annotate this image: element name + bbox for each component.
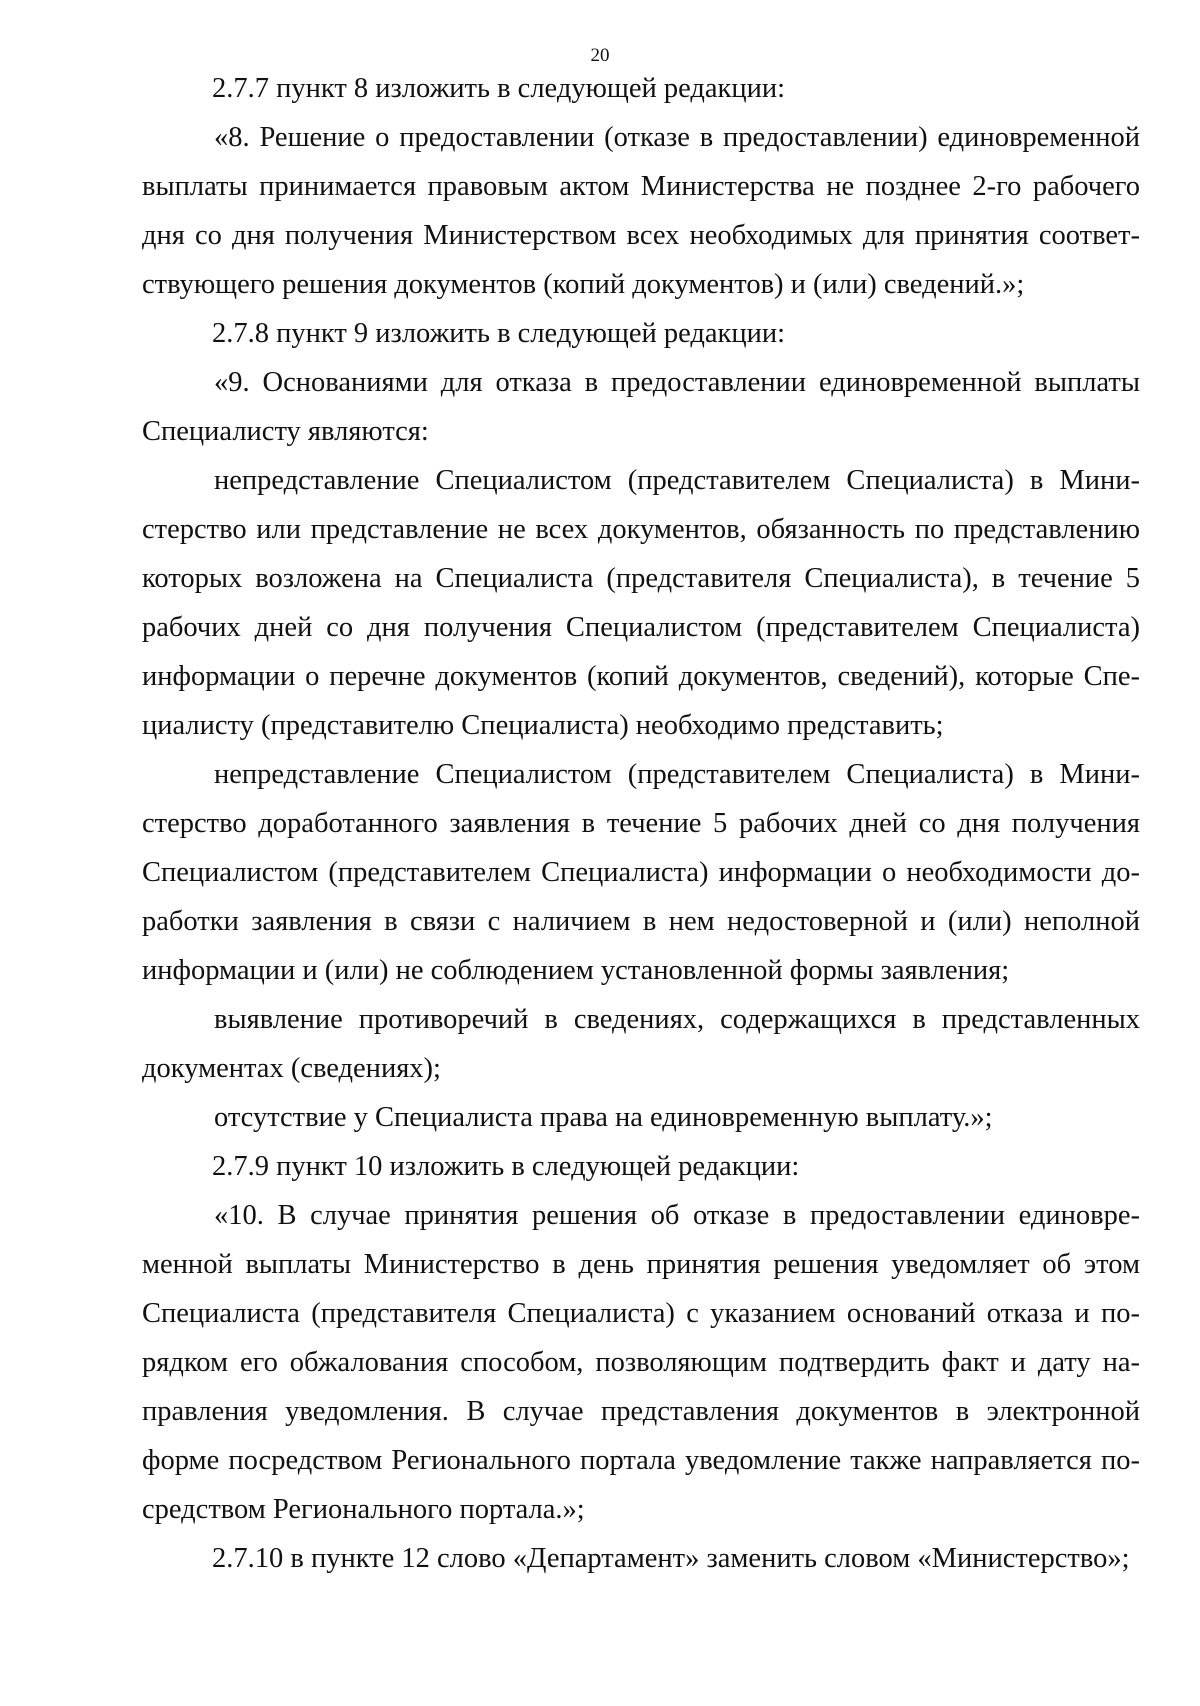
paragraph-2-7-8-heading: 2.7.8 пункт 9 изложить в следующей редакции: <box>212 318 786 349</box>
paragraph-item-10-text: «10. В случае принятия решения об отказе в предоставлении единовременной выплаты Министерство в день принятия решения уведомляет об этом Специалиста (представителя Специалиста) с указанием оснований отказа и порядком его обжалования способом, позволяющим подтвердить факт и дату направления уведомления. В случае представления документов в электронной форме посредством Регионального портала уведомление также направляется посредством Регионального портала.»; <box>142 1200 1140 1525</box>
paragraph-2-7-9-heading: 2.7.9 пункт 10 изложить в следующей редакции: <box>212 1151 800 1182</box>
paragraph-refusal-ground-3: выявление противоречий в сведениях, содержащихся в представленных документах (сведениях); <box>142 1004 1140 1084</box>
paragraph-refusal-ground-1: непредставление Специалистом (представителем Специалиста) в Министерство или представление не всех документов, обязанность по представлению которых возложена на Специалиста (представителя Специалиста), в течение 5 рабочих дней со дня получения Специалистом (представителем Специалиста) информации о перечне документов (копий документов, сведений), которые Специалисту (представителю Специалиста) необходимо представить; <box>142 465 1140 741</box>
paragraph-refusal-ground-2: непредставление Специалистом (представителем Специалиста) в Министерство доработанного заявления в течение 5 рабочих дней со дня получения Специалистом (представителем Специалиста) информации о необходимости доработки заявления в связи с наличием в нем недостоверной и (или) неполной информации и (или) не соблюдением установленной формы заявления; <box>142 759 1140 986</box>
paragraph-item-8-text: «8. Решение о предоставлении (отказе в предоставлении) единовременной выплаты принимается правовым актом Министерства не позднее 2-го рабочего дня со дня получения Министерством всех необходимых для принятия соответствующего решения документов (копий документов) и (или) сведений.»; <box>142 122 1140 300</box>
paragraph-item-9-text: «9. Основаниями для отказа в предоставлении единовременной выплаты Специалисту являются: <box>142 367 1140 447</box>
paragraph-2-7-10: 2.7.10 в пункте 12 слово «Департамент» заменить словом «Министерство»; <box>212 1543 1130 1574</box>
page-number: 20 <box>590 45 610 66</box>
paragraph-refusal-ground-4: отсутствие у Специалиста права на единовременную выплату.»; <box>214 1102 993 1133</box>
document-body <box>142 64 1140 1583</box>
paragraph-2-7-7-heading: 2.7.7 пункт 8 изложить в следующей редакции: <box>212 73 786 104</box>
